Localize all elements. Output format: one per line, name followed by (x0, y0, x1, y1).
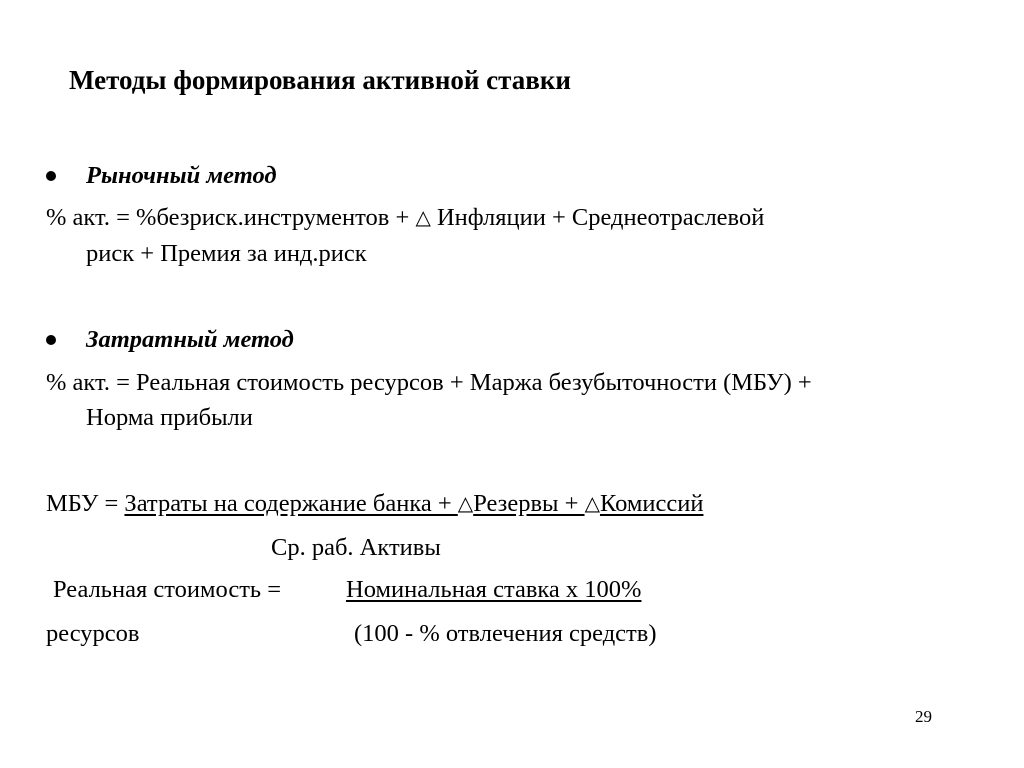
page-title: Методы формирования активной ставки (69, 65, 571, 95)
market-method-heading: Рыночный метод (86, 162, 277, 189)
market-method-formula-line2: риск + Премия за инд.риск (86, 240, 367, 267)
market-formula-part1: % акт. = %безриск.инструментов (46, 204, 390, 231)
cost-method-formula-line2: Норма прибыли (86, 404, 253, 431)
bullet-icon (46, 335, 56, 345)
mbu-denominator: Ср. раб. Активы (271, 534, 441, 561)
cost-method-heading: Затратный метод (86, 326, 294, 353)
bullet-icon (46, 171, 56, 181)
real-cost-label-line2: ресурсов (46, 620, 140, 647)
market-formula-part2: Инфляции + Среднеотраслевой (430, 204, 765, 231)
mbu-numerator-part1: Затраты на содержание банка + (124, 490, 458, 517)
market-formula-plus: + (389, 204, 416, 231)
real-cost-denominator: (100 - % отвлечения средств) (354, 620, 657, 647)
mbu-numerator (124, 490, 703, 517)
mbu-label: МБУ (46, 490, 99, 517)
real-cost-numerator: Номинальная ставка х 100% (346, 576, 642, 603)
mbu-formula-numerator-line (46, 490, 703, 518)
delta-icon: △ (415, 205, 431, 229)
cost-method-formula-line1: % акт. = Реальная стоимость ресурсов + Маржа безубыточности (МБУ) + (46, 369, 812, 396)
delta-icon: △ (457, 491, 474, 515)
market-method-formula-line1 (46, 204, 764, 232)
mbu-numerator-part2: Резервы + (473, 490, 585, 517)
real-cost-label-line1: Реальная стоимость = (53, 576, 282, 603)
mbu-equals: = (98, 490, 125, 517)
mbu-numerator-part3: Комиссий (599, 490, 704, 517)
page-number: 29 (915, 707, 932, 726)
delta-icon: △ (584, 491, 600, 515)
